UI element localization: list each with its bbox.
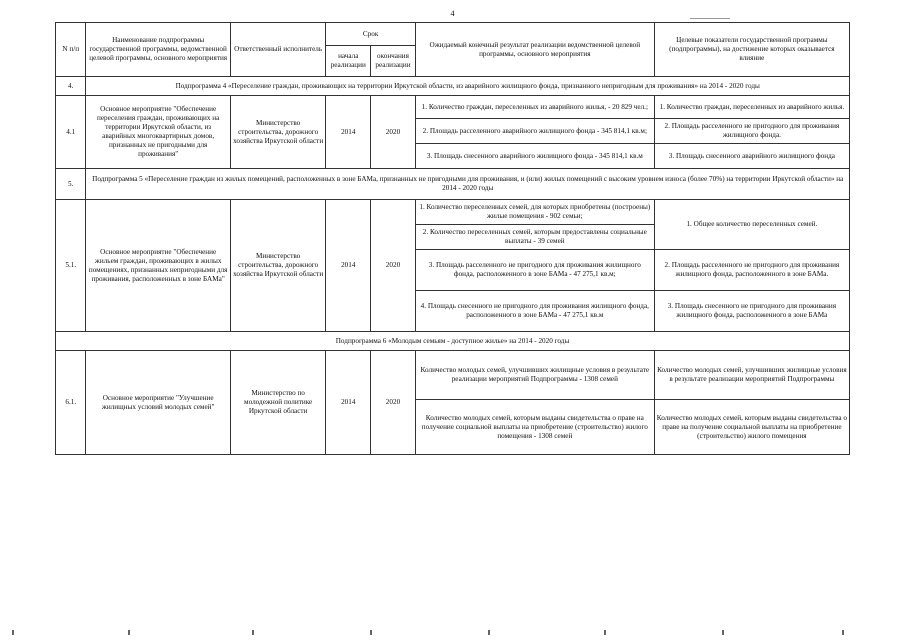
item-start-year: 2014 (326, 200, 371, 332)
header-start: начала реализации (326, 46, 371, 77)
indicator-cell: 1. Количество граждан, переселенных из аварийного жилья. (654, 96, 849, 119)
header-num: N п/п (56, 23, 86, 77)
result-cell: 2. Количество переселенных семей, которым предоставлены социальные выплаты - 39 семей (415, 225, 654, 250)
item-end-year: 2020 (371, 200, 416, 332)
header-name: Наименование подпрограммы государственной программы, ведомственной целевой программы, основного мероприятия (86, 23, 230, 77)
table-row (56, 351, 850, 400)
indicator-cell: 3. Площадь снесенного аварийного жилищного фонда (654, 144, 849, 169)
scan-mark (488, 630, 490, 635)
item-responsible: Министерство строительства, дорожного хозяйства Иркутской области (230, 96, 326, 169)
result-cell: 4. Площадь снесенного не пригодного для проживания жилищного фонда, расположенного в зоне БАМа - 47 275,1 кв.м (415, 291, 654, 332)
scan-mark (252, 630, 254, 635)
scan-edge-marks (0, 630, 905, 640)
header-responsible: Ответственный исполнитель (230, 23, 326, 77)
indicator-cell: Количество молодых семей, улучшивших жилищные условия в результате реализации мероприятий Подпрограммы (654, 351, 849, 400)
scan-mark (722, 630, 724, 635)
header-period: Срок (326, 23, 415, 46)
header-result: Ожидаемый конечный результат реализации ведомственной целевой программы, основного мероприятия (415, 23, 654, 77)
section-title: Подпрограмма 4 «Переселение граждан, проживающих на территории Иркутской области, из аварийного жилищного фонда, признанного непригодным для проживания» на 2014 - 2020 годы (86, 77, 850, 96)
header-end: окончания реализации (371, 46, 416, 77)
indicator-cell: Количество молодых семей, которым выданы свидетельства о праве на получение социальной выплаты на приобретение (строительство) жилого помещения (654, 400, 849, 455)
item-name: Основное мероприятие "Улучшение жилищных условий молодых семей" (86, 351, 230, 455)
section-title: Подпрограмма 5 «Переселение граждан из жилых помещений, расположенных в зоне БАМа, признанных не пригодными для проживания, и (или) жилых помещений с высоким уровнем износа (более 70%) на территории Иркутской области» на 2014 - 2020 годы (86, 169, 850, 200)
indicator-cell: 1. Общее количество переселенных семей. (654, 200, 849, 250)
item-end-year: 2020 (371, 96, 416, 169)
scan-mark (690, 18, 730, 19)
section-row (56, 77, 850, 96)
item-name: Основное мероприятие "Обеспечение жильем граждан, проживающих в жилых помещениях, признанных непригодными для проживания, расположенных в зоне БАМа" (86, 200, 230, 332)
header-row (56, 23, 850, 46)
scan-mark (604, 630, 606, 635)
result-cell: 1. Количество граждан, переселенных из аварийного жилья, - 20 829 чел.; (415, 96, 654, 119)
program-table (55, 22, 850, 455)
table-row (56, 200, 850, 225)
table-row (56, 96, 850, 119)
item-end-year: 2020 (371, 351, 416, 455)
section-row (56, 332, 850, 351)
section-title: Подпрограмма 6 «Молодым семьям - доступное жилье» на 2014 - 2020 годы (56, 332, 850, 351)
item-number: 6.1. (56, 351, 86, 455)
section-number: 5. (56, 169, 86, 200)
item-responsible: Министерство по молодежной политике Иркутской области (230, 351, 326, 455)
item-responsible: Министерство строительства, дорожного хозяйства Иркутской области (230, 200, 326, 332)
indicator-cell: 2. Площадь расселенного не пригодного для проживания жилищного фонда. (654, 119, 849, 144)
result-cell: Количество молодых семей, которым выданы свидетельства о праве на получение социальной выплаты на приобретение (строительство) жилого помещения - 1308 семей (415, 400, 654, 455)
result-cell: 2. Площадь расселенного аварийного жилищного фонда - 345 814,1 кв.м; (415, 119, 654, 144)
indicator-cell: 3. Площадь снесенного не пригодного для проживания жилищного фонда, расположенного в зоне БАМа (654, 291, 849, 332)
item-start-year: 2014 (326, 96, 371, 169)
indicator-cell: 2. Площадь расселенного не пригодного для проживания жилищного фонда, расположенного в зоне БАМа. (654, 250, 849, 291)
item-name: Основное мероприятие "Обеспечение переселения граждан, проживающих на территории Иркутской области, из аварийных многоквартирных домов, признанных не пригодными для проживания" (86, 96, 230, 169)
header-indicators: Целевые показатели государственной программы (подпрограммы), на достижение которых оказывается влияние (654, 23, 849, 77)
page-number: 4 (450, 9, 455, 18)
scan-mark (370, 630, 372, 635)
item-number: 5.1. (56, 200, 86, 332)
result-cell: 3. Площадь снесенного аварийного жилищного фонда - 345 814,1 кв.м (415, 144, 654, 169)
scan-mark (128, 630, 130, 635)
scan-mark (842, 630, 844, 635)
section-row (56, 169, 850, 200)
item-start-year: 2014 (326, 351, 371, 455)
scan-mark (12, 630, 14, 635)
item-number: 4.1 (56, 96, 86, 169)
section-number: 4. (56, 77, 86, 96)
result-cell: 1. Количество переселенных семей, для которых приобретены (построены) жилые помещения - 902 семьи; (415, 200, 654, 225)
result-cell: Количество молодых семей, улучшивших жилищные условия в результате реализации мероприятий Подпрограммы - 1308 семей (415, 351, 654, 400)
result-cell: 3. Площадь расселенного не пригодного для проживания жилищного фонда, расположенного в зоне БАМа - 47 275,1 кв.м; (415, 250, 654, 291)
